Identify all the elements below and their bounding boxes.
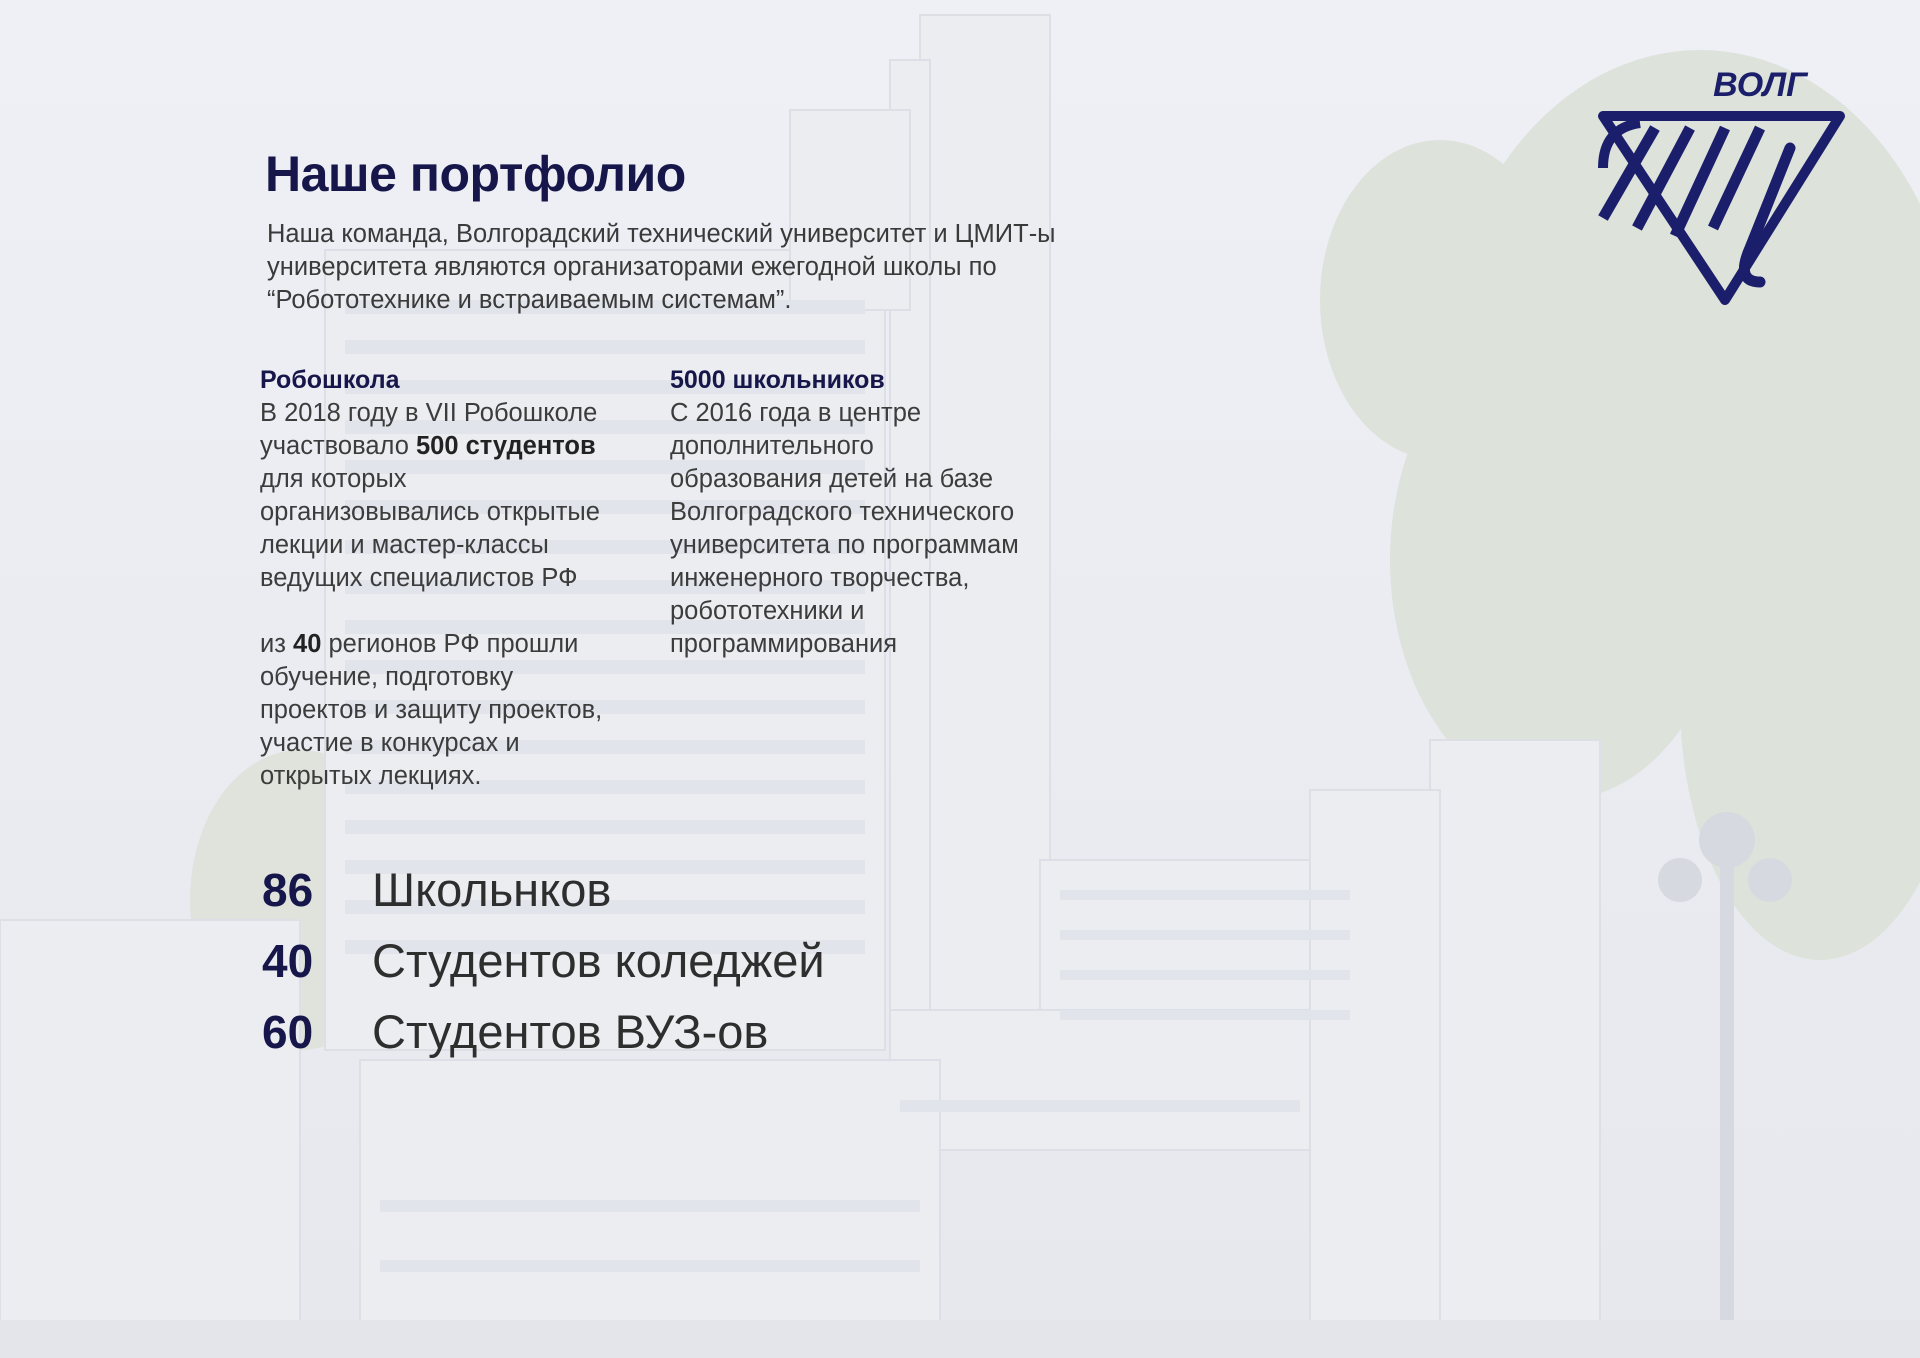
- intro-text: [267, 218, 1147, 317]
- page-title: Наше портфолио: [265, 146, 686, 202]
- text-line: образования детей на базе: [670, 465, 994, 493]
- text-line: робототехники и: [670, 597, 865, 625]
- schoolchildren-text: [670, 397, 1090, 661]
- intro-line: “Робототехнике и встраиваемым системам”.: [267, 286, 792, 314]
- text-line: программирования: [670, 630, 898, 658]
- text-line: для которых: [260, 465, 407, 493]
- text-line: В 2018 году в VII Робошколе: [260, 399, 598, 427]
- text-fragment: из: [260, 630, 294, 658]
- text-line: [260, 430, 660, 463]
- stat-row: [262, 933, 825, 1004]
- roboschool-section: [260, 364, 660, 793]
- logo-text: ВОЛГ: [1713, 68, 1807, 104]
- text-fragment: участвовало: [260, 432, 416, 460]
- text-line: [260, 628, 660, 661]
- stat-number: 60: [262, 1006, 314, 1058]
- text-line: участие в конкурсах и: [260, 729, 520, 757]
- intro-line: университета являются организаторами ежегодной школы по: [267, 253, 997, 281]
- text-fragment: регионов РФ прошли: [321, 630, 579, 658]
- regions-count-bold: 40: [293, 630, 322, 658]
- text-line: университета по программам: [670, 531, 1019, 559]
- schoolchildren-heading: 5000 школьников: [670, 366, 885, 394]
- stat-row: [262, 1004, 825, 1075]
- text-line: обучение, подготовку: [260, 663, 514, 691]
- text-line: лекции и мастер-классы: [260, 531, 549, 559]
- intro-line: Наша команда, Волгорадский технический университет и ЦМИТ-ы: [267, 220, 1056, 248]
- text-line: ведущих специалистов РФ: [260, 564, 578, 592]
- stat-number: 86: [262, 864, 314, 916]
- students-count-bold: 500 студентов: [415, 432, 596, 460]
- roboschool-text: [260, 397, 660, 793]
- text-line: проектов и защиту проектов,: [260, 696, 603, 724]
- stat-label: Школьнков: [372, 863, 612, 916]
- text-line: дополнительного: [670, 432, 874, 460]
- text-line: инженерного творчества,: [670, 564, 970, 592]
- stat-label: Студентов коледжей: [372, 934, 825, 987]
- stat-row: [262, 862, 825, 933]
- text-line: С 2016 года в центре: [670, 399, 922, 427]
- text-line: Волгоградского технического: [670, 498, 1015, 526]
- roboschool-heading: Робошкола: [260, 366, 400, 394]
- schoolchildren-section: [670, 364, 1090, 661]
- stat-label: Студентов ВУЗ-ов: [372, 1005, 769, 1058]
- stat-number: 40: [262, 935, 314, 987]
- text-line: открытых лекциях.: [260, 762, 482, 790]
- text-line: организовывались открытые: [260, 498, 600, 526]
- stats-list: [262, 862, 825, 1075]
- university-logo-icon: [1585, 68, 1845, 308]
